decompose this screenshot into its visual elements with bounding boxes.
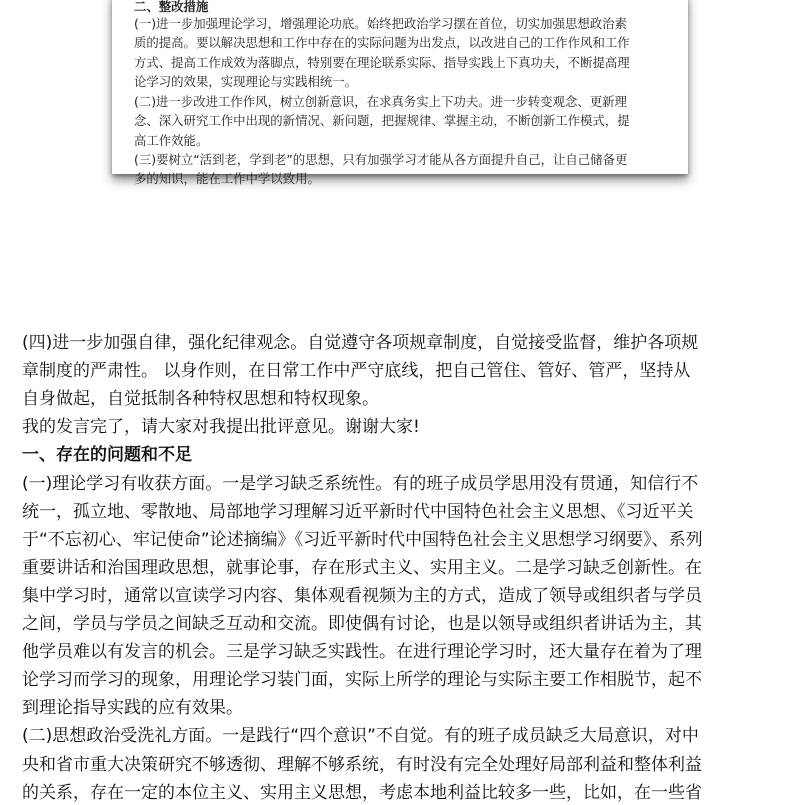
- paragraph-line: 于“不忘初心、牢记使命”论述摘编》《习近平新时代中国特色社会主义思想学习纲要》、系列: [22, 529, 703, 550]
- card-paragraph-line: 质的提高。要以解决思想和工作中存在的实际问题为出发点，以改进自己的工作作风和工作: [134, 35, 630, 50]
- card-paragraph-line: 论学习的效果，实现理论与实践相统一。: [134, 74, 358, 89]
- card-paragraph-line: (一)进一步加强理论学习，增强理论功底。始终把政治学习摆在首位，切实加强思想政治素: [134, 16, 627, 31]
- paragraph-line: (二)思想政治受洗礼方面。一是践行“四个意识”不自觉。有的班子成员缺乏大局意识，对中: [22, 726, 699, 747]
- paragraph-line: 他学员难以有发言的机会。三是学习缺乏实践性。在进行理论学习时，还大量存在着为了理: [22, 642, 702, 663]
- paragraph-line: 论学习而学习的现象，用理论学习装门面，实际上所学的理论与实际主要工作相脱节，起不: [22, 670, 702, 691]
- paragraph-line: 自身做起，自觉抵制各种特权思想和特权现象。: [22, 389, 379, 410]
- card-heading: 二、整改措施: [134, 0, 209, 14]
- paragraph-line: 到理论指导实践的应有效果。: [22, 698, 243, 719]
- paragraph-line: 之间，学员与学员之间缺乏互动和交流。即使偶有讨论，也是以领导或组织者讲话为主，其: [22, 614, 702, 634]
- paragraph-line: (四)进一步加强自律，强化纪律观念。自觉遵守各项规章制度，自觉接受监督，维护各项规: [22, 333, 699, 353]
- paragraph-line: 我的发言完了，请大家对我提出批评意见。谢谢大家!: [22, 417, 420, 438]
- card-paragraph-line: 多的知识，能在工作中学以致用。: [134, 171, 320, 186]
- paragraph-line: 集中学习时，通常以宣读学习内容、集体观看视频为主的方式，造成了领导或组织者与学员: [22, 585, 702, 606]
- paragraph-line: 统一，孤立地、零散地、局部地学习理解习近平新时代中国特色社会主义思想、《习近平关: [22, 501, 694, 522]
- paragraph-line: 重要讲话和治国理政思想，就事论事，存在形式主义、实用主义。二是学习缺乏创新性。在: [22, 557, 702, 578]
- section-heading: 一、存在的问题和不足: [22, 445, 192, 466]
- card-paragraph-line: (三)要树立“活到老，学到老”的思想，只有加强学习才能从各方面提升自己，让自己储备更: [134, 152, 628, 167]
- card-paragraph-line: (二)进一步改进工作作风，树立创新意识，在求真务实上下功夫。进一步转变观念、更新理: [134, 94, 627, 109]
- paragraph-line: 的关系，存在一定的本位主义、实用主义思想，考虑本地利益比较多一些，比如，在一些省: [22, 782, 702, 803]
- paragraph-line: 章制度的严肃性。 以身作则，在日常工作中严守底线，把自己管住、管好、管严，坚持从: [22, 361, 691, 382]
- card-paragraph-line: 方式、提高工作成效为落脚点，特别要在理论联系实际、指导实践上下真功夫，不断提高理: [134, 55, 630, 70]
- card-paragraph-line: 念、深入研究工作中出现的新情况、新问题，把握规律、掌握主动，不断创新工作模式，提: [134, 113, 630, 128]
- card-paragraph-line: 高工作效能。: [134, 133, 209, 148]
- embedded-document-image: [112, 0, 688, 186]
- paragraph-line: 央和省市重大决策研究不够透彻、理解不够系统，有时没有完全处理好局部利益和整体利益: [22, 754, 702, 775]
- paragraph-line: (一)理论学习有收获方面。一是学习缺乏系统性。有的班子成员学思用没有贯通，知信行不: [22, 473, 699, 494]
